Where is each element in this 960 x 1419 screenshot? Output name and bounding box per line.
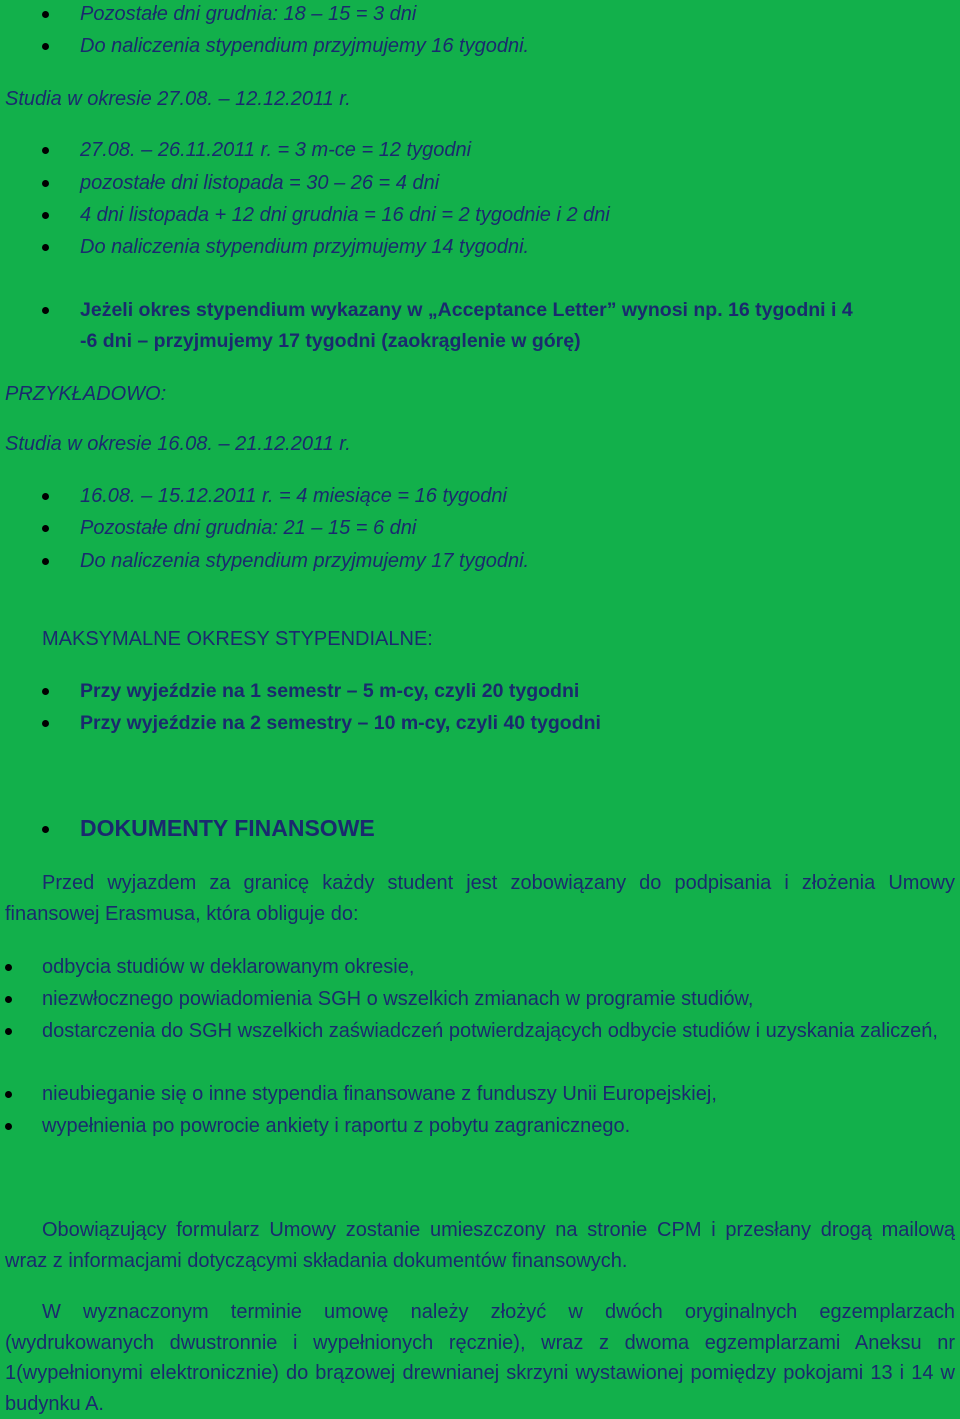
period-heading: Studia w okresie 27.08. – 12.12.2011 r.: [5, 88, 351, 110]
section-heading: DOKUMENTY FINANSOWE: [80, 815, 375, 841]
rule-text-line-2: -6 dni – przyjmujemy 17 tygodni (zaokrąglenie w górę): [80, 330, 581, 352]
section-heading: MAKSYMALNE OKRESY STYPENDIALNE:: [42, 628, 433, 650]
bullet-dot: [5, 996, 12, 1003]
bullet-dot: [42, 244, 49, 251]
list-item: Pozostałe dni grudnia: 21 – 15 = 6 dni: [80, 517, 417, 539]
bullet-dot: [5, 964, 12, 971]
list-item: dostarczenia do SGH wszelkich zaświadczeń potwierdzających odbycie studiów i uzyskania zaliczeń,: [42, 1020, 938, 1042]
bullet-dot: [5, 1123, 12, 1130]
list-item: Pozostałe dni grudnia: 18 – 15 = 3 dni: [80, 3, 417, 25]
bullet-dot: [5, 1028, 12, 1035]
example-label: PRZYKŁADOWO:: [5, 383, 167, 405]
bullet-dot: [42, 558, 49, 565]
list-item: wypełnienia po powrocie ankiety i raportu z pobytu zagranicznego.: [42, 1115, 631, 1137]
bullet-dot: [42, 493, 49, 500]
bullet-dot: [42, 525, 49, 532]
bullet-dot: [42, 688, 49, 695]
bullet-dot: [42, 826, 49, 833]
finance-intro: Przed wyjazdem za granicę każdy student jest zobowiązany do podpisania i złożenia Umowy finansowej Erasmusa, która obliguje do:: [5, 872, 955, 925]
list-item: pozostałe dni listopada = 30 – 26 = 4 dni: [80, 172, 440, 194]
list-item: odbycia studiów w deklarowanym okresie,: [42, 956, 415, 978]
list-item: nieubieganie się o inne stypendia finansowane z funduszy Unii Europejskiej,: [42, 1083, 717, 1105]
rule-text-line-1: Jeżeli okres stypendium wykazany w „Acceptance Letter” wynosi np. 16 tygodni i 4: [80, 299, 853, 321]
finance-paragraph-1: Obowiązujący formularz Umowy zostanie umieszczony na stronie CPM i przesłany drogą mailową wraz z informacjami dotyczącymi składania dokumentów finansowych.: [5, 1219, 955, 1272]
list-item: Przy wyjeździe na 2 semestry – 10 m-cy, czyli 40 tygodni: [80, 712, 601, 734]
bullet-dot: [42, 212, 49, 219]
bullet-dot: [42, 11, 49, 18]
bullet-dot: [5, 1091, 12, 1098]
list-item: 16.08. – 15.12.2011 r. = 4 miesiące = 16 tygodni: [80, 485, 507, 507]
bullet-dot: [42, 180, 49, 187]
list-item: 27.08. – 26.11.2011 r. = 3 m-ce = 12 tygodni: [80, 139, 472, 161]
list-item: Do naliczenia stypendium przyjmujemy 14 tygodni.: [80, 236, 530, 258]
period-heading: Studia w okresie 16.08. – 21.12.2011 r.: [5, 433, 351, 455]
bullet-dot: [42, 43, 49, 50]
bullet-dot: [42, 147, 49, 154]
list-item: niezwłocznego powiadomienia SGH o wszelkich zmianach w programie studiów,: [42, 988, 754, 1010]
list-item: Przy wyjeździe na 1 semestr – 5 m-cy, czyli 20 tygodni: [80, 680, 580, 702]
list-item: Do naliczenia stypendium przyjmujemy 16 tygodni.: [80, 35, 530, 57]
list-item: 4 dni listopada + 12 dni grudnia = 16 dni = 2 tygodnie i 2 dni: [80, 204, 610, 226]
finance-paragraph-2: W wyznaczonym terminie umowę należy złożyć w dwóch oryginalnych egzemplarzach (wydrukowanych dwustronnie i wypełnionych ręcznie), wraz z dwoma egzemplarzami Aneksu nr 1(wypełnionymi elektronicznie) do brązowej drewnianej skrzyni wystawionej pomiędzy pokojami 13 i 14 w budynku A.: [5, 1301, 955, 1415]
bullet-dot: [42, 307, 49, 314]
bullet-dot: [42, 720, 49, 727]
list-item: Do naliczenia stypendium przyjmujemy 17 tygodni.: [80, 550, 530, 572]
